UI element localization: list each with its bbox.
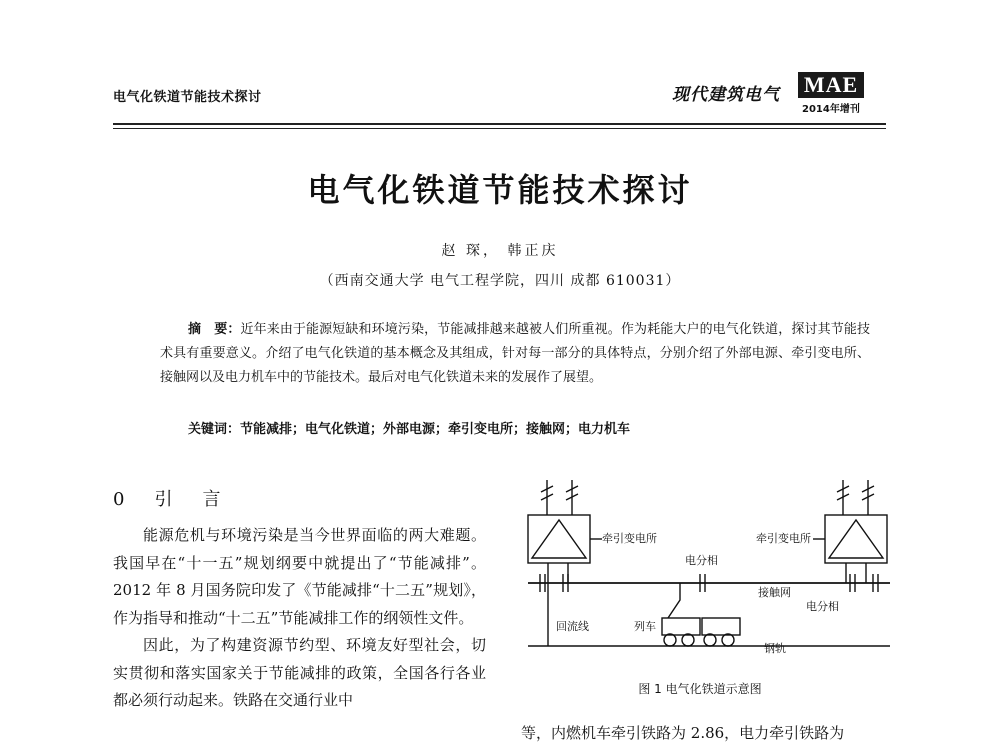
right-transformer-triangle [829, 520, 883, 558]
label-phase-break-right: 电分相 [806, 600, 839, 613]
figure-caption: 图 1 电气化铁道示意图 [638, 682, 762, 696]
label-substation-right: 牵引变电所 [756, 532, 811, 545]
wheel [682, 634, 694, 646]
article-title: 电气化铁道节能技术探讨 [307, 171, 693, 209]
wheel [704, 634, 716, 646]
paragraph-1: 能源危机与环境污染是当今世界面临的两大难题。我国早在“十一五”规划纲要中就提出了“节能减排”。2012 年 8 月国务院印发了《节能减排“十二五”规划》，作为指导和推动“十二五”节能减排工作的纲领性文件。 [113, 526, 486, 627]
running-title: 电气化铁道节能技术探讨 [113, 90, 262, 105]
label-train: 列车 [634, 620, 656, 633]
label-rail: 钢轨 [764, 642, 786, 655]
label-substation-left: 牵引变电所 [602, 532, 657, 545]
abstract-label: 摘 要： [188, 322, 241, 337]
section-heading: 0 引 言 [113, 489, 227, 510]
wheel [722, 634, 734, 646]
label-phase-break-mid: 电分相 [685, 554, 718, 567]
right-column-text: 等，内燃机车牵引铁路为 2.86，电力牵引铁路为 [521, 724, 845, 742]
label-catenary: 接触网 [758, 586, 791, 599]
pantograph [668, 583, 680, 618]
header-rule-thick [113, 123, 886, 125]
abstract [160, 318, 870, 390]
journal-logo: MAE [798, 72, 864, 98]
paragraph-2: 因此，为了构建资源节约型、环境友好型社会，切实贯彻和落实国家关于节能减排的政策，全国各行各业都必须行动起来。铁路在交通行业中 [113, 636, 486, 709]
train-car-2 [702, 618, 740, 635]
journal-name: 现代建筑电气 [672, 85, 780, 105]
issue-label: 2014年增刊 [802, 104, 860, 115]
keywords [188, 418, 630, 437]
abstract-text: 近年来由于能源短缺和环境污染，节能减排越来越被人们所重视。作为耗能大户的电气化铁道，探讨其节能技术具有重要意义。介绍了电气化铁道的基本概念及其组成，针对每一部分的具体特点，分别介绍了外部电源、牵引变电所、接触网以及电力机车中的节能技术。最后对电气化铁道未来的发展作了展望。 [160, 322, 870, 385]
keywords-label: 关键词： [188, 422, 241, 437]
right-substation-box [825, 515, 887, 563]
header-rule-thin [113, 128, 886, 129]
affiliation: （西南交通大学 电气工程学院，四川 成都 610031） [319, 273, 681, 289]
keywords-text: 节能减排；电气化铁道；外部电源；牵引变电所；接触网；电力机车 [240, 422, 631, 437]
label-return-line: 回流线 [556, 620, 589, 633]
left-transformer-triangle [532, 520, 586, 558]
train-car-1 [662, 618, 700, 635]
wheel [664, 634, 676, 646]
electrified-railway-diagram [510, 470, 890, 670]
authors: 赵 琛， 韩正庆 [441, 243, 559, 259]
left-substation-box [528, 515, 590, 563]
section-body [113, 522, 486, 715]
